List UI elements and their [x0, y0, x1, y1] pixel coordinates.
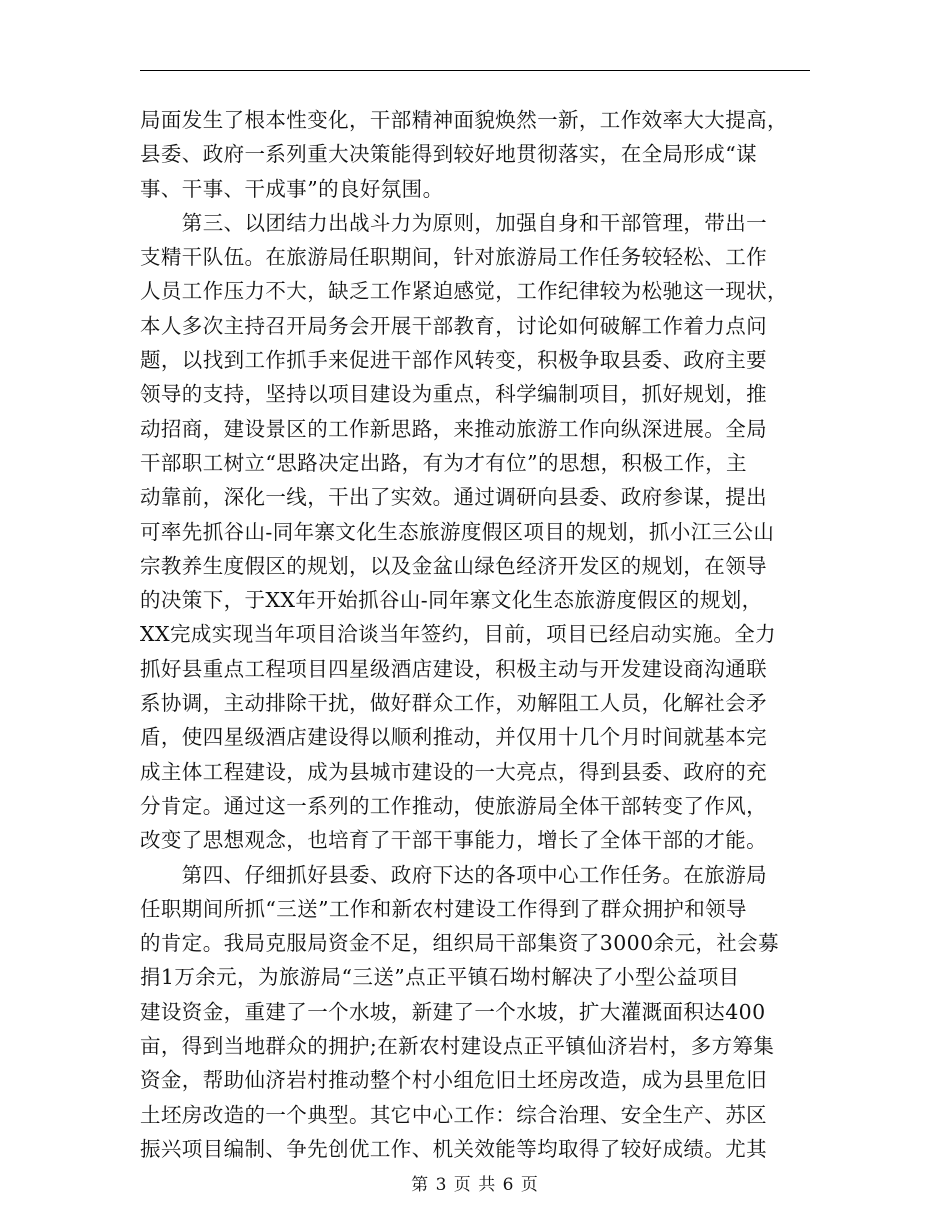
text-line: 建设资金，重建了一个水坡，新建了一个水坡，扩大灌溉面积达400	[140, 999, 766, 1024]
text-line: 任职期间所抓“三送”工作和新农村建设工作得到了群众拥护和领导	[140, 896, 747, 921]
text-line: 的决策下，于XX年开始抓谷山-同年寨文化生态旅游度假区的规划，	[140, 588, 763, 613]
text-line: 本人多次主持召开局务会开展干部教育，讨论如何破解工作着力点问	[140, 313, 767, 338]
text-line: 分肯定。通过这一系列的工作推动，使旅游局全体干部转变了作风，	[140, 793, 767, 818]
text-line: 的肯定。我局克服局资金不足，组织局干部集资了3000余元，社会募	[140, 931, 779, 956]
text-line: 改变了思想观念，也培育了干部干事能力，增长了全体干部的才能。	[140, 828, 767, 853]
text-line: 动靠前，深化一线，干出了实效。通过调研向县委、政府参谋，提出	[140, 485, 767, 510]
text-line: 捐1万余元，为旅游局“三送”点正平镇石坳村解决了小型公益项目	[140, 965, 740, 990]
text-line: 资金，帮助仙济岩村推动整个村小组危旧土坯房改造，成为县里危旧	[140, 1068, 767, 1093]
text-line: 领导的支持，坚持以项目建设为重点，科学编制项目，抓好规划，推	[140, 382, 767, 407]
text-line: 第四、仔细抓好县委、政府下达的各项中心工作任务。在旅游局	[140, 862, 767, 887]
text-line: 事、干事、干成事”的良好氛围。	[140, 176, 444, 201]
text-line: 盾，使四星级酒店建设得以顺利推动，并仅用十几个月时间就基本完	[140, 725, 767, 750]
header-rule	[140, 70, 810, 71]
text-line: 抓好县重点工程项目四星级酒店建设，积极主动与开发建设商沟通联	[140, 656, 767, 681]
document-body	[140, 103, 812, 1166]
text-line: 县委、政府一系列重大决策能得到较好地贯彻落实，在全局形成“谋	[140, 142, 757, 167]
text-line: 人员工作压力不大，缺乏工作紧迫感觉，工作纪律较为松驰这一现状，	[140, 279, 788, 304]
text-line: 干部职工树立“思路决定出路，有为才有位”的思想，积极工作，主	[140, 450, 747, 475]
text-line: 局面发生了根本性变化，干部精神面貌焕然一新，工作效率大大提高，	[140, 108, 788, 132]
text-line: 亩，得到当地群众的拥护;在新农村建设点正平镇仙济岩村，多方筹集	[140, 1034, 775, 1059]
text-line: 第三、以团结力出战斗力为原则，加强自身和干部管理，带出一	[140, 210, 767, 235]
text-line: 动招商，建设景区的工作新思路，来推动旅游工作向纵深进展。全局	[140, 416, 767, 441]
text-line: 振兴项目编制、争先创优工作、机关效能等均取得了较好成绩。尤其	[140, 1136, 767, 1161]
text-line: 可率先抓谷山-同年寨文化生态旅游度假区项目的规划，抓小江三公山	[140, 519, 775, 544]
text-line: 题，以找到工作抓手来促进干部作风转变，积极争取县委、政府主要	[140, 348, 767, 373]
text-line: 支精干队伍。在旅游局任职期间，针对旅游局工作任务较轻松、工作	[140, 245, 767, 270]
text-line: 土坯房改造的一个典型。其它中心工作：综合治理、安全生产、苏区	[140, 1102, 767, 1127]
text-line: XX完成实现当年项目洽谈当年签约，目前，项目已经启动实施。全力	[140, 622, 777, 647]
text-line: 宗教养生度假区的规划，以及金盆山绿色经济开发区的规划，在领导	[140, 553, 767, 578]
page-number: 第 3 页 共 6 页	[411, 1175, 539, 1195]
text-line: 系协调，主动排除干扰，做好群众工作，劝解阻工人员，化解社会矛	[140, 691, 767, 716]
text-line: 成主体工程建设，成为县城市建设的一大亮点，得到县委、政府的充	[140, 759, 767, 784]
